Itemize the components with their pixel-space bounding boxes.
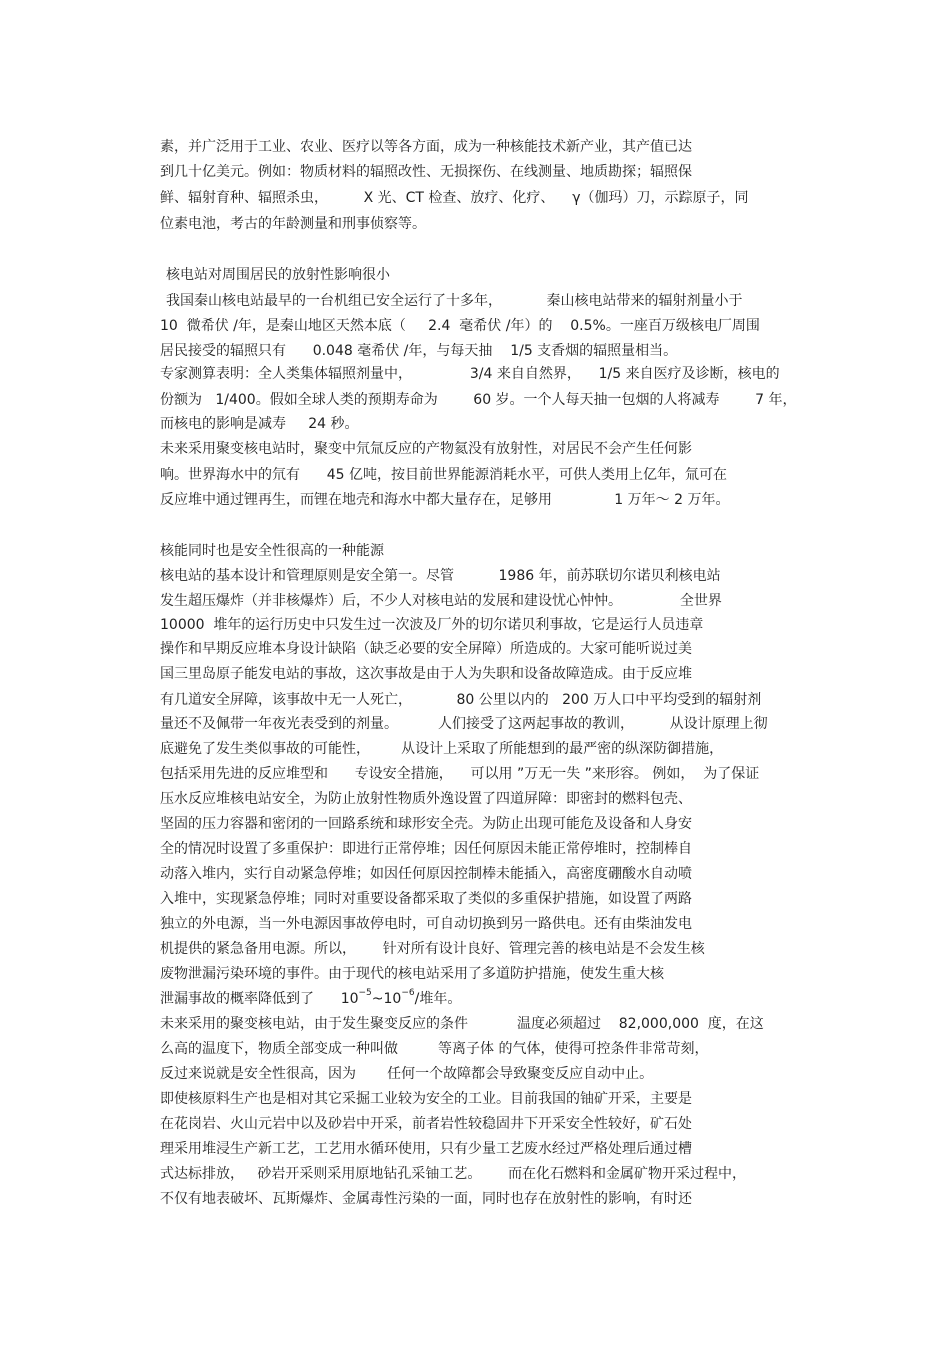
text-line: 包括采用先进的反应堆型和 专设安全措施， 可以用 ”万无一失 ”来形容。 例如， 为了保证: [160, 766, 760, 782]
exponent: −6: [401, 988, 415, 999]
text-line: 响。世界海水中的氘有 45 亿吨，按目前世界能源消耗水平，可供人类用上亿年，氚可在: [160, 467, 727, 483]
text-line: 底避免了发生类似事故的可能性， 从设计上采取了所能想到的最严密的纵深防御措施，: [160, 741, 724, 757]
text-line: 不仅有地表破坏、瓦斯爆炸、金属毒性污染的一面，同时也存在放射性的影响，有时还: [160, 1191, 692, 1207]
text-line: 动落入堆内，实行自动紧急停堆；如因任何原因控制棒未能插入，高密度硼酸水自动喷: [160, 866, 692, 882]
text-line: 操作和早期反应堆本身设计缺陷（缺乏必要的安全屏障）所造成的。大家可能听说过美: [160, 641, 692, 657]
probability-line: [160, 987, 461, 1011]
text-line: 量还不及佩带一年夜光表受到的剂量。 人们接受了这两起事故的教训， 从设计原理上彻: [160, 716, 768, 732]
text-line: 鲜、辐射育种、辐照杀虫， X 光、CT 检查、放疗、化疗、 γ（伽玛）刀，示踪原子，同: [160, 190, 749, 206]
text-line: 而核电的影响是减寿 24 秒。: [160, 416, 359, 432]
text-line: 国三里岛原子能发电站的事故，这次事故是由于人为失职和设备故障造成。由于反应堆: [160, 666, 692, 682]
text-line: 废物泄漏污染环境的事件。由于现代的核电站采用了多道防护措施，使发生重大核: [160, 966, 664, 982]
text-line: 么高的温度下，物质全部变成一种叫做 等离子体 的气体，使得可控条件非常苛刻，: [160, 1041, 709, 1057]
section-heading: 核能同时也是安全性很高的一种能源: [160, 543, 384, 559]
text-line: 式达标排放， 砂岩开采则采用原地钻孔采铀工艺。 而在化石燃料和金属矿物开采过程中，: [160, 1166, 747, 1182]
text-line: 反过来说就是安全性很高，因为 任何一个故障都会导致聚变反应自动中止。: [160, 1066, 654, 1082]
exponent: −5: [358, 988, 372, 999]
text-line: 我国秦山核电站最早的一台机组已安全运行了十多年， 秦山核电站带来的辐射剂量小于: [166, 293, 743, 309]
text-line: 机提供的紧急备用电源。所以， 针对所有设计良好、管理完善的核电站是不会发生核: [160, 941, 705, 957]
text-span: /堆年。: [414, 991, 462, 1007]
text-line: 坚固的压力容器和密闭的一回路系统和球形安全壳。为防止出现可能危及设备和人身安: [160, 816, 692, 832]
text-line: 入堆中，实现紧急停堆；同时对重要设备都采取了类似的多重保护措施，如设置了两路: [160, 891, 692, 907]
text-line: 核电站的基本设计和管理原则是安全第一。尽管 1986 年，前苏联切尔诺贝利核电站: [160, 568, 721, 584]
text-line: 全的情况时设置了多重保护：即进行正常停堆；因任何原因未能正常停堆时，控制棒自: [160, 841, 692, 857]
text-line: 10000 堆年的运行历史中只发生过一次波及厂外的切尔诺贝利事故，它是运行人员违章: [160, 617, 704, 633]
text-line: 发生超压爆炸（并非核爆炸）后，不少人对核电站的发展和建设忧心忡忡。 全世界: [160, 593, 722, 609]
text-line: 居民接受的辐照只有 0.048 毫希伏 /年，与每天抽 1/5 支香烟的辐照量相当。: [160, 343, 678, 359]
text-line: 压水反应堆核电站安全，为防止放射性物质外逸设置了四道屏障：即密封的燃料包壳、: [160, 791, 692, 807]
text-line: 素，并广泛用于工业、农业、医疗以等各方面，成为一种核能技术新产业，其产值已达: [160, 139, 692, 155]
text-span: 泄漏事故的概率降低到了 10: [160, 991, 359, 1007]
text-line: 未来采用的聚变核电站，由于发生聚变反应的条件 温度必须超过 82,000,000 度，在这: [160, 1016, 764, 1032]
text-line: 到几十亿美元。例如：物质材料的辐照改性、无损探伤、在线测量、地质勘探；辐照保: [160, 164, 692, 180]
text-line: 未来采用聚变核电站时，聚变中氘氚反应的产物氦没有放射性，对居民不会产生任何影: [160, 441, 692, 457]
text-span: ~10: [371, 991, 402, 1007]
text-line: 即使核原料生产也是相对其它采掘工业较为安全的工业。目前我国的铀矿开采，主要是: [160, 1091, 692, 1107]
text-line: 份额为 1/400。假如全球人类的预期寿命为 60 岁。一个人每天抽一包烟的人将减寿 7 年，: [160, 392, 797, 408]
section-heading: 核电站对周围居民的放射性影响很小: [166, 267, 390, 283]
text-line: 反应堆中通过锂再生，而锂在地壳和海水中都大量存在，足够用 1 万年～ 2 万年。: [160, 492, 730, 508]
text-line: 在花岗岩、火山元岩中以及砂岩中开采，前者岩性较稳固井下开采安全性较好，矿石处: [160, 1116, 692, 1132]
text-line: 10 微希伏 /年，是秦山地区天然本底（ 2.4 毫希伏 /年）的 0.5%。一座百万级核电厂周围: [160, 318, 760, 334]
text-line: 专家测算表明：全人类集体辐照剂量中， 3/4 来自自然界， 1/5 来自医疗及诊断，核电的: [160, 366, 780, 382]
text-line: 位素电池，考古的年龄测量和刑事侦察等。: [160, 216, 426, 232]
text-line: 独立的外电源，当一外电源因事故停电时，可自动切换到另一路供电。还有由柴油发电: [160, 916, 692, 932]
text-line: 有几道安全屏障，该事故中无一人死亡， 80 公里以内的 200 万人口中平均受到的辐射剂: [160, 692, 762, 708]
text-line: 理采用堆浸生产新工艺，工艺用水循环使用，只有少量工艺废水经过严格处理后通过槽: [160, 1141, 692, 1157]
